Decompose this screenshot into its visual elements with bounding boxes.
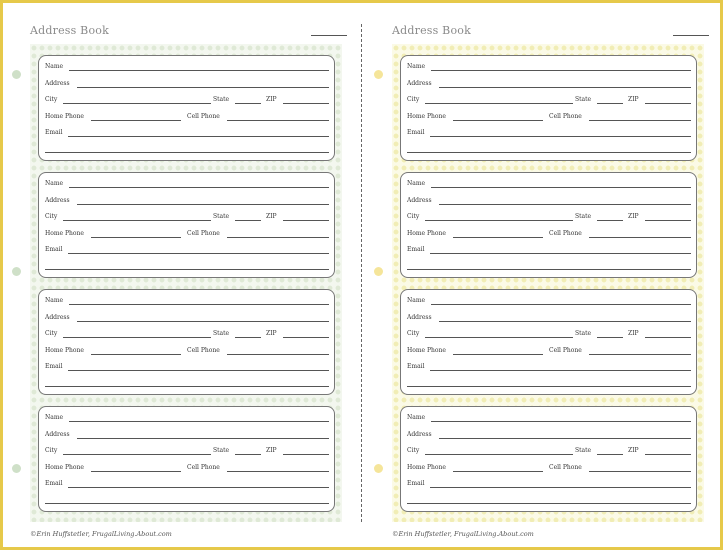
city-field[interactable] bbox=[425, 103, 573, 104]
phone-row bbox=[45, 347, 329, 359]
address-field[interactable] bbox=[77, 204, 329, 205]
city-label: City bbox=[45, 330, 58, 337]
zip-label: ZIP bbox=[628, 447, 639, 454]
cell-phone-label: Cell Phone bbox=[187, 113, 220, 120]
address-field[interactable] bbox=[439, 438, 691, 439]
home-phone-field[interactable] bbox=[91, 354, 181, 355]
cell-phone-field[interactable] bbox=[589, 471, 691, 472]
city-state-zip-row bbox=[45, 447, 329, 459]
name-field[interactable] bbox=[431, 187, 691, 188]
email-field[interactable] bbox=[68, 370, 329, 371]
contact-card bbox=[400, 55, 697, 161]
state-field[interactable] bbox=[597, 103, 623, 104]
email-row bbox=[45, 246, 329, 258]
phone-row bbox=[407, 347, 691, 359]
state-field[interactable] bbox=[235, 454, 261, 455]
zip-label: ZIP bbox=[266, 96, 277, 103]
home-phone-label: Home Phone bbox=[407, 464, 446, 471]
address-row bbox=[45, 197, 329, 209]
zip-label: ZIP bbox=[266, 447, 277, 454]
extra-row bbox=[407, 145, 691, 157]
page-number-line bbox=[673, 35, 709, 36]
extra-line-field[interactable] bbox=[407, 269, 691, 270]
contact-card bbox=[38, 406, 335, 512]
address-row bbox=[407, 431, 691, 443]
city-state-zip-row bbox=[45, 96, 329, 108]
name-field[interactable] bbox=[69, 187, 329, 188]
copyright-text: ©Erin Huffstetler, FrugalLiving.About.com bbox=[30, 530, 172, 538]
copyright-text: ©Erin Huffstetler, FrugalLiving.About.com bbox=[392, 530, 534, 538]
cell-phone-field[interactable] bbox=[227, 237, 329, 238]
phone-row bbox=[407, 113, 691, 125]
zip-field[interactable] bbox=[645, 337, 691, 338]
binder-hole bbox=[12, 70, 21, 79]
name-row bbox=[407, 414, 691, 426]
contact-card bbox=[38, 172, 335, 278]
address-field[interactable] bbox=[439, 87, 691, 88]
email-field[interactable] bbox=[68, 253, 329, 254]
name-label: Name bbox=[45, 63, 64, 70]
email-label: Email bbox=[45, 129, 63, 136]
zip-label: ZIP bbox=[628, 330, 639, 337]
state-field[interactable] bbox=[597, 220, 623, 221]
page-title: Address Book bbox=[392, 24, 471, 37]
email-label: Email bbox=[407, 129, 425, 136]
email-row bbox=[407, 129, 691, 141]
email-field[interactable] bbox=[68, 487, 329, 488]
extra-line-field[interactable] bbox=[407, 152, 691, 153]
address-field[interactable] bbox=[77, 438, 329, 439]
city-label: City bbox=[407, 447, 420, 454]
zip-field[interactable] bbox=[283, 337, 329, 338]
email-row bbox=[407, 246, 691, 258]
page-title: Address Book bbox=[30, 24, 109, 37]
contact-card bbox=[400, 172, 697, 278]
home-phone-field[interactable] bbox=[91, 471, 181, 472]
name-label: Name bbox=[407, 63, 426, 70]
state-field[interactable] bbox=[235, 220, 261, 221]
state-label: State bbox=[575, 96, 592, 103]
name-field[interactable] bbox=[431, 421, 691, 422]
extra-row bbox=[45, 145, 329, 157]
city-field[interactable] bbox=[63, 103, 211, 104]
email-label: Email bbox=[45, 480, 63, 487]
extra-line-field[interactable] bbox=[45, 386, 329, 387]
name-field[interactable] bbox=[431, 70, 691, 71]
city-label: City bbox=[45, 447, 58, 454]
home-phone-field[interactable] bbox=[91, 120, 181, 121]
zip-label: ZIP bbox=[266, 213, 277, 220]
city-label: City bbox=[407, 330, 420, 337]
extra-row bbox=[45, 262, 329, 274]
email-row bbox=[45, 129, 329, 141]
address-field[interactable] bbox=[77, 87, 329, 88]
city-field[interactable] bbox=[425, 454, 573, 455]
zip-field[interactable] bbox=[283, 103, 329, 104]
cell-phone-field[interactable] bbox=[227, 471, 329, 472]
name-label: Name bbox=[407, 297, 426, 304]
address-label: Address bbox=[45, 314, 70, 321]
address-row bbox=[407, 314, 691, 326]
name-label: Name bbox=[45, 297, 64, 304]
phone-row bbox=[45, 113, 329, 125]
email-label: Email bbox=[45, 246, 63, 253]
state-label: State bbox=[213, 213, 230, 220]
city-field[interactable] bbox=[425, 337, 573, 338]
address-row bbox=[45, 80, 329, 92]
name-field[interactable] bbox=[431, 304, 691, 305]
city-state-zip-row bbox=[407, 330, 691, 342]
home-phone-label: Home Phone bbox=[407, 113, 446, 120]
home-phone-label: Home Phone bbox=[45, 464, 84, 471]
cell-phone-label: Cell Phone bbox=[187, 347, 220, 354]
cell-phone-label: Cell Phone bbox=[187, 230, 220, 237]
city-state-zip-row bbox=[45, 213, 329, 225]
address-label: Address bbox=[407, 431, 432, 438]
cell-phone-field[interactable] bbox=[227, 120, 329, 121]
email-row bbox=[407, 480, 691, 492]
extra-line-field[interactable] bbox=[45, 152, 329, 153]
email-row bbox=[407, 363, 691, 375]
name-field[interactable] bbox=[69, 421, 329, 422]
name-row bbox=[45, 297, 329, 309]
address-label: Address bbox=[407, 80, 432, 87]
name-field[interactable] bbox=[69, 304, 329, 305]
address-label: Address bbox=[407, 314, 432, 321]
email-label: Email bbox=[407, 246, 425, 253]
name-field[interactable] bbox=[69, 70, 329, 71]
email-field[interactable] bbox=[430, 487, 691, 488]
address-row bbox=[407, 197, 691, 209]
cell-phone-label: Cell Phone bbox=[549, 347, 582, 354]
cell-phone-field[interactable] bbox=[589, 120, 691, 121]
name-label: Name bbox=[45, 414, 64, 421]
address-field[interactable] bbox=[439, 321, 691, 322]
cell-phone-label: Cell Phone bbox=[187, 464, 220, 471]
address-label: Address bbox=[45, 80, 70, 87]
email-label: Email bbox=[407, 363, 425, 370]
left-page bbox=[0, 0, 361, 550]
email-row bbox=[45, 363, 329, 375]
phone-row bbox=[407, 230, 691, 242]
home-phone-field[interactable] bbox=[453, 237, 543, 238]
cell-phone-label: Cell Phone bbox=[549, 230, 582, 237]
address-label: Address bbox=[407, 197, 432, 204]
name-row bbox=[45, 63, 329, 75]
address-field[interactable] bbox=[439, 204, 691, 205]
zip-field[interactable] bbox=[645, 103, 691, 104]
contact-card bbox=[38, 289, 335, 395]
cell-phone-field[interactable] bbox=[589, 354, 691, 355]
state-field[interactable] bbox=[597, 337, 623, 338]
state-label: State bbox=[213, 96, 230, 103]
binder-hole bbox=[374, 70, 383, 79]
state-label: State bbox=[575, 330, 592, 337]
city-field[interactable] bbox=[63, 220, 211, 221]
state-field[interactable] bbox=[235, 337, 261, 338]
home-phone-field[interactable] bbox=[91, 237, 181, 238]
city-state-zip-row bbox=[407, 213, 691, 225]
zip-label: ZIP bbox=[266, 330, 277, 337]
home-phone-label: Home Phone bbox=[45, 113, 84, 120]
city-state-zip-row bbox=[407, 447, 691, 459]
email-label: Email bbox=[407, 480, 425, 487]
email-field[interactable] bbox=[68, 136, 329, 137]
city-field[interactable] bbox=[63, 454, 211, 455]
zip-field[interactable] bbox=[645, 220, 691, 221]
city-label: City bbox=[407, 96, 420, 103]
email-field[interactable] bbox=[430, 136, 691, 137]
phone-row bbox=[45, 464, 329, 476]
state-label: State bbox=[213, 447, 230, 454]
extra-row bbox=[407, 379, 691, 391]
name-row bbox=[45, 180, 329, 192]
binder-hole bbox=[12, 267, 21, 276]
binder-hole bbox=[374, 464, 383, 473]
name-label: Name bbox=[45, 180, 64, 187]
zip-field[interactable] bbox=[283, 220, 329, 221]
home-phone-label: Home Phone bbox=[45, 230, 84, 237]
email-row bbox=[45, 480, 329, 492]
extra-line-field[interactable] bbox=[407, 386, 691, 387]
city-label: City bbox=[407, 213, 420, 220]
home-phone-field[interactable] bbox=[453, 354, 543, 355]
cell-phone-field[interactable] bbox=[589, 237, 691, 238]
city-state-zip-row bbox=[407, 96, 691, 108]
right-page bbox=[362, 0, 723, 550]
extra-line-field[interactable] bbox=[45, 503, 329, 504]
contact-card bbox=[400, 406, 697, 512]
phone-row bbox=[407, 464, 691, 476]
home-phone-label: Home Phone bbox=[407, 230, 446, 237]
email-label: Email bbox=[45, 363, 63, 370]
name-label: Name bbox=[407, 414, 426, 421]
address-row bbox=[45, 314, 329, 326]
state-label: State bbox=[213, 330, 230, 337]
extra-row bbox=[45, 496, 329, 508]
extra-line-field[interactable] bbox=[45, 269, 329, 270]
zip-label: ZIP bbox=[628, 213, 639, 220]
address-row bbox=[407, 80, 691, 92]
home-phone-label: Home Phone bbox=[45, 347, 84, 354]
extra-row bbox=[407, 496, 691, 508]
city-label: City bbox=[45, 213, 58, 220]
binder-hole bbox=[12, 464, 21, 473]
state-label: State bbox=[575, 213, 592, 220]
extra-line-field[interactable] bbox=[407, 503, 691, 504]
zip-label: ZIP bbox=[628, 96, 639, 103]
contact-card bbox=[400, 289, 697, 395]
home-phone-field[interactable] bbox=[453, 471, 543, 472]
state-field[interactable] bbox=[597, 454, 623, 455]
binder-hole bbox=[374, 267, 383, 276]
state-field[interactable] bbox=[235, 103, 261, 104]
contact-card bbox=[38, 55, 335, 161]
zip-field[interactable] bbox=[283, 454, 329, 455]
cell-phone-label: Cell Phone bbox=[549, 464, 582, 471]
city-field[interactable] bbox=[425, 220, 573, 221]
address-label: Address bbox=[45, 431, 70, 438]
address-field[interactable] bbox=[77, 321, 329, 322]
name-row bbox=[407, 180, 691, 192]
address-label: Address bbox=[45, 197, 70, 204]
page-number-line bbox=[311, 35, 347, 36]
name-label: Name bbox=[407, 180, 426, 187]
city-state-zip-row bbox=[45, 330, 329, 342]
page-header bbox=[392, 24, 709, 40]
cell-phone-field[interactable] bbox=[227, 354, 329, 355]
zip-field[interactable] bbox=[645, 454, 691, 455]
email-field[interactable] bbox=[430, 253, 691, 254]
name-row bbox=[407, 63, 691, 75]
city-label: City bbox=[45, 96, 58, 103]
extra-row bbox=[407, 262, 691, 274]
name-row bbox=[407, 297, 691, 309]
home-phone-label: Home Phone bbox=[407, 347, 446, 354]
name-row bbox=[45, 414, 329, 426]
state-label: State bbox=[575, 447, 592, 454]
page-header bbox=[30, 24, 347, 40]
extra-row bbox=[45, 379, 329, 391]
address-row bbox=[45, 431, 329, 443]
phone-row bbox=[45, 230, 329, 242]
cell-phone-label: Cell Phone bbox=[549, 113, 582, 120]
city-field[interactable] bbox=[63, 337, 211, 338]
email-field[interactable] bbox=[430, 370, 691, 371]
home-phone-field[interactable] bbox=[453, 120, 543, 121]
